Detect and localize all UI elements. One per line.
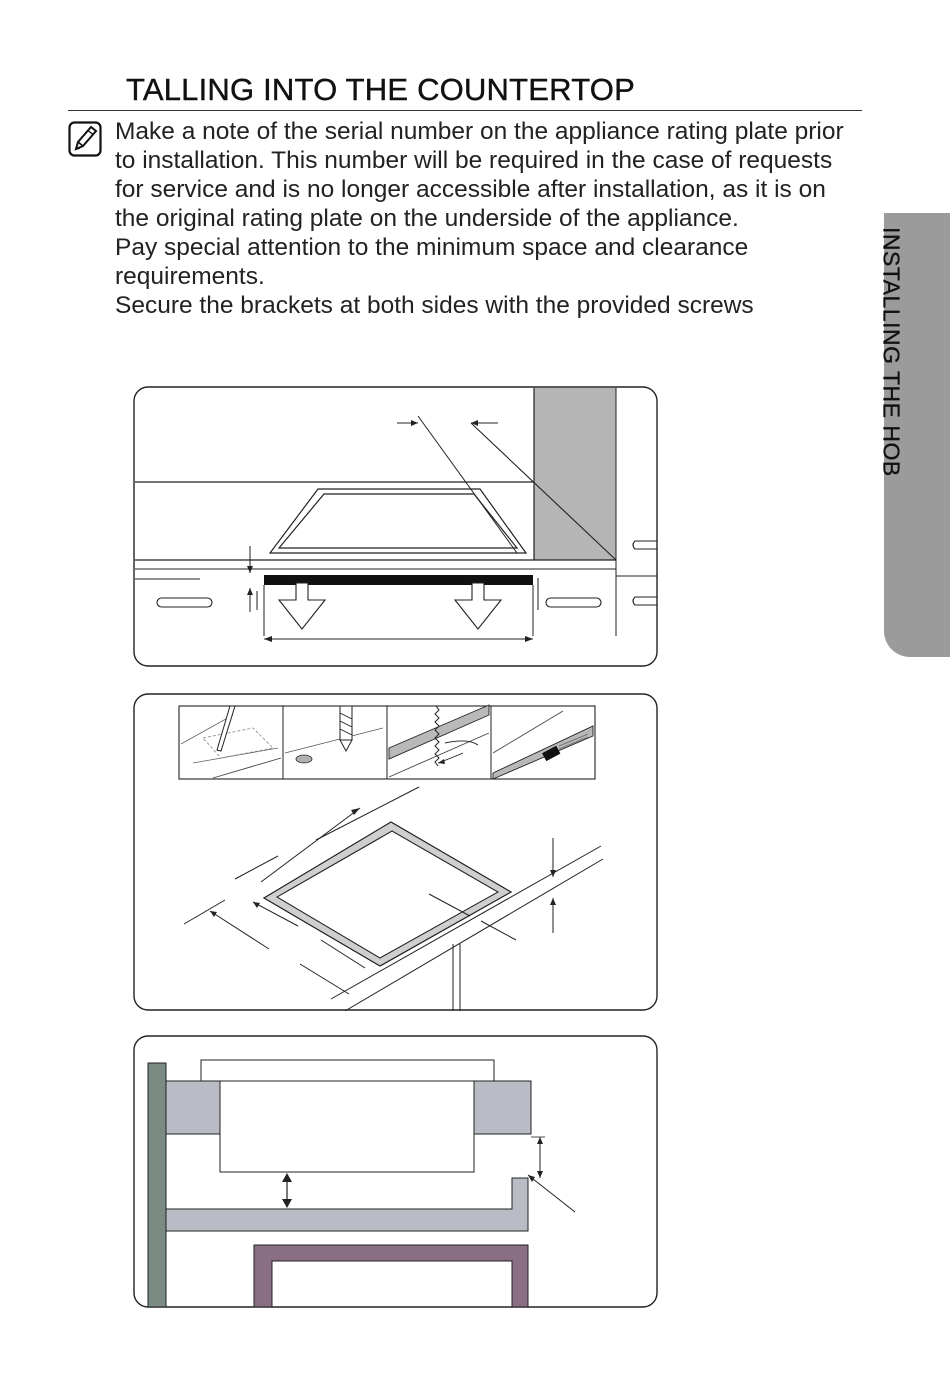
section-title: TALLING INTO THE COUNTERTOP	[126, 72, 635, 107]
note-pencil-icon	[68, 121, 102, 157]
note-line-serial: Make a note of the serial number on the appliance rating plate prior to installation. This number will be required in the case of requests for service and is no longer accessible after installation, as it is on the original rating plate on the underside of the appliance.	[115, 118, 844, 232]
countertop-overview-diagram	[133, 386, 658, 667]
cutout-steps-diagram	[133, 693, 658, 1011]
side-tab-label: INSTALLING THE HOB	[878, 227, 905, 477]
title-divider	[68, 110, 862, 111]
note-line-clearance: Pay special attention to the minimum space and clearance requirements.	[115, 234, 749, 290]
side-tab-label-wrap	[858, 213, 924, 657]
clearance-section-diagram	[133, 1035, 658, 1308]
note-line-brackets: Secure the brackets at both sides with the provided screws	[115, 292, 754, 319]
note-text	[115, 117, 860, 320]
